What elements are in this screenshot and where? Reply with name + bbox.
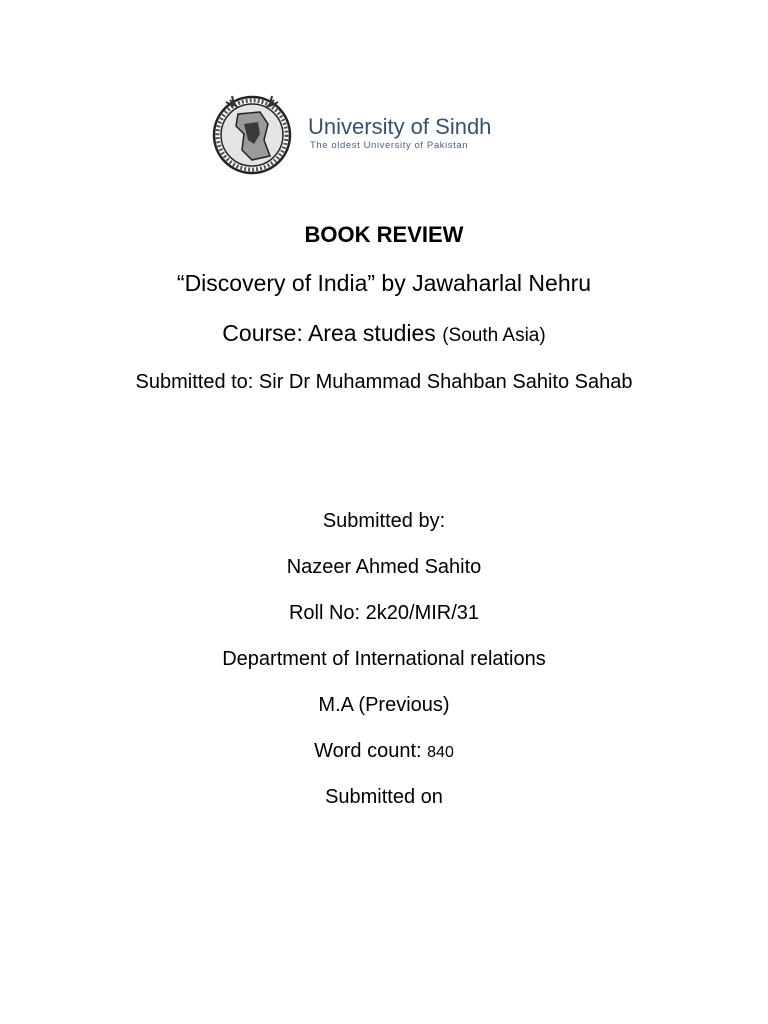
course-prefix: Course: Area studies	[222, 320, 436, 346]
university-logo	[208, 90, 548, 180]
course-suffix: (South Asia)	[442, 325, 546, 346]
word-count-value: 840	[427, 744, 454, 761]
course-line	[0, 322, 768, 345]
submitted-on-label: Submitted on	[325, 786, 443, 808]
university-seal-icon	[214, 96, 290, 173]
roll-number: Roll No: 2k20/MIR/31	[288, 602, 480, 624]
word-count	[0, 741, 768, 761]
book-line: “Discovery of India” by Jawaharlal Nehru	[176, 270, 592, 296]
department: Department of International relations	[222, 648, 546, 670]
student-name: Nazeer Ahmed Sahito	[286, 556, 482, 578]
document-title: BOOK REVIEW	[304, 222, 464, 247]
university-logo-graphic	[208, 90, 548, 180]
submitted-to: Submitted to: Sir Dr Muhammad Shahban Sahito Sahab	[135, 371, 633, 393]
program: M.A (Previous)	[318, 694, 450, 716]
university-name: University of Sindh	[308, 114, 492, 139]
submitted-by-label: Submitted by:	[322, 510, 446, 532]
university-tagline: The oldest University of Pakistan	[310, 140, 469, 151]
word-count-label: Word count:	[314, 740, 422, 762]
